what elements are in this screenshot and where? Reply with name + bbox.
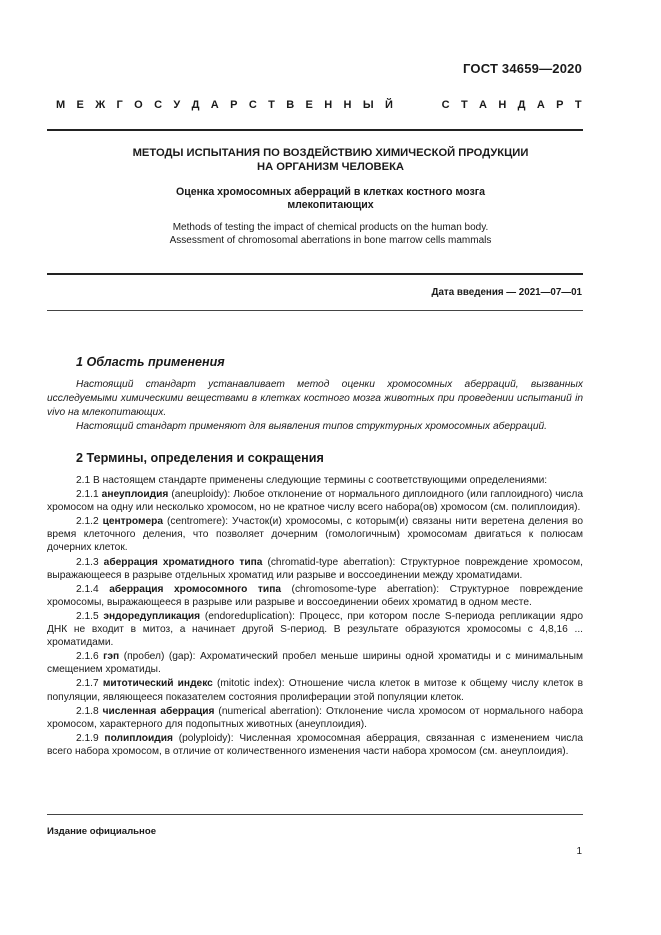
term-definition bbox=[47, 488, 583, 514]
term-definition bbox=[47, 610, 583, 649]
term-name: численная аберрация bbox=[102, 705, 215, 717]
term-definition bbox=[47, 677, 583, 703]
interstate-letter: Е bbox=[305, 99, 313, 111]
term-name: центромера bbox=[102, 516, 164, 528]
term-definition bbox=[47, 583, 583, 609]
term-definition bbox=[47, 732, 583, 758]
standard-letter: Т bbox=[460, 99, 468, 111]
term-name: гэп bbox=[103, 651, 120, 663]
standard-letter: Р bbox=[556, 99, 564, 111]
term-text: (centromere): Участок(и) хромосомы, с которым(и) связаны нити веретена деления во время клеточного деления, что позволяет дочерним (гомологичным) хромосомам двигаться к полюсам дочерних клеток. bbox=[47, 516, 583, 554]
scope-paragraph-2: Настоящий стандарт применяют для выявления типов структурных хромосомных аберраций. bbox=[76, 421, 547, 432]
interstate-standard-banner bbox=[56, 99, 582, 111]
term-name: аберрация хромосомного типа bbox=[109, 583, 282, 595]
standard-letter: Д bbox=[517, 99, 526, 111]
title-line: НА ОРГАНИЗМ ЧЕЛОВЕКА bbox=[256, 161, 405, 173]
terms-intro: 2.1 В настоящем стандарте применены следующие термины с соответствующими определениями: bbox=[76, 475, 548, 486]
term-text: (chromosome-type aberration): Структурное повреждение хромосомы, выражающееся в разрыве или разрыве и воссоединении обеих хроматид в одном месте. bbox=[47, 583, 584, 608]
interstate-letter: Н bbox=[343, 99, 352, 111]
term-number: 2.1.8 bbox=[76, 705, 103, 717]
term-definition bbox=[47, 650, 583, 676]
scope-paragraph-1: Настоящий стандарт устанавливает метод оценки хромосомных аберраций, вызванных исследуемыми химическими веществами в клетках костного мозга животных при проведении испытаний in vivo на млекопитающих. bbox=[47, 379, 583, 418]
interstate-letter: С bbox=[154, 99, 163, 111]
standard-letter: Т bbox=[574, 99, 582, 111]
interstate-letter: Т bbox=[268, 99, 275, 111]
term-name: митотический индекс bbox=[102, 678, 213, 690]
english-title bbox=[80, 222, 581, 247]
standard-letter: А bbox=[536, 99, 545, 111]
term-name: эндоредупликация bbox=[103, 610, 201, 622]
standard-letter: Н bbox=[498, 99, 507, 111]
term-text: (chromatid-type aberration): Структурное повреждение хромосом, выражающееся в разрыве отдельных хроматид или разрыве и воссоединении между хроматидами. bbox=[47, 556, 583, 581]
term-text: (aneuploidy): Любое отклонение от нормального диплоидного (или гаплоидного) числа хромосом на одну или несколько хромосом, но не кратное числу всего набора(ов) хромосом (см. полиплоидия). bbox=[47, 489, 583, 514]
standard-letter: А bbox=[479, 99, 487, 111]
english-title-line: Assessment of chromosomal aberrations in bone marrow cells mammals bbox=[169, 234, 492, 246]
section-2-heading: 2 Термины, определения и сокращения bbox=[76, 451, 324, 465]
interstate-letter: Д bbox=[191, 99, 200, 111]
terms-list bbox=[47, 474, 583, 759]
interstate-letter: Н bbox=[324, 99, 333, 111]
title-line: МЕТОДЫ ИСПЫТАНИЯ ПО ВОЗДЕЙСТВИЮ ХИМИЧЕСКОЙ ПРОДУКЦИИ bbox=[132, 147, 529, 159]
page-number: 1 bbox=[576, 846, 582, 857]
interstate-letter: Ж bbox=[95, 99, 106, 111]
term-name: полиплоидия bbox=[104, 732, 173, 744]
date-rule bbox=[47, 310, 583, 311]
term-definition bbox=[47, 556, 583, 582]
interstate-letter: В bbox=[286, 99, 295, 111]
title-rule bbox=[47, 273, 583, 275]
term-number: 2.1.4 bbox=[76, 583, 110, 595]
term-name: анеуплоидия bbox=[101, 489, 169, 501]
official-edition-label: Издание официальное bbox=[47, 826, 157, 837]
term-number: 2.1.2 bbox=[76, 516, 103, 528]
interstate-letter: М bbox=[56, 99, 66, 111]
term-text: (mitotic index): Отношение числа клеток в митозе к общему числу клеток в популяции, являющееся показателем состояния пролиферации этой популяции клеток. bbox=[47, 678, 584, 703]
interstate-letter: С bbox=[248, 99, 257, 111]
interstate-letter: Й bbox=[385, 99, 393, 111]
term-number: 2.1.5 bbox=[76, 610, 104, 622]
footer-rule bbox=[47, 814, 583, 815]
document-subtitle bbox=[80, 186, 581, 212]
document-title bbox=[80, 146, 581, 174]
interstate-letter: Ы bbox=[362, 99, 374, 111]
term-text: (polyploidy): Численная хромосомная аберрация, связанная с изменением числа всего набора хромосом, в отличие от количественного изменения части набора хромосом (см. анеуплоидия). bbox=[47, 732, 583, 757]
standard-code: ГОСТ 34659—2020 bbox=[463, 61, 582, 76]
interstate-letter: Е bbox=[76, 99, 84, 111]
subtitle-line: млекопитающих bbox=[287, 199, 374, 211]
interstate-letter: А bbox=[210, 99, 219, 111]
term-definition bbox=[47, 705, 583, 731]
standard-letter: С bbox=[441, 99, 450, 111]
term-number: 2.1.6 bbox=[76, 651, 104, 663]
term-number: 2.1.3 bbox=[76, 556, 104, 568]
section-1-heading: 1 Область применения bbox=[76, 355, 225, 369]
term-number: 2.1.7 bbox=[76, 678, 103, 690]
subtitle-line: Оценка хромосомных аберраций в клетках костного мозга bbox=[175, 186, 486, 198]
term-text: (numerical aberration): Отклонение числа хромосом от нормального набора хромосом, характерного для подопытных животных (анеуплоидия). bbox=[47, 705, 583, 730]
interstate-letter: Р bbox=[230, 99, 238, 111]
banner-gap bbox=[404, 99, 430, 111]
term-text: (endoreduplication): Процесс, при котором после S-периода репликации ядро ДНК не входит в митоз, а начинает другой S-период. В результате образуются хромосомы с 4,8,16 ... хроматидами. bbox=[47, 610, 583, 649]
term-definition bbox=[47, 515, 583, 554]
terms-container bbox=[47, 488, 583, 758]
header-rule bbox=[47, 129, 583, 131]
interstate-letter: У bbox=[173, 99, 181, 111]
term-number: 2.1.1 bbox=[76, 489, 102, 501]
term-name: аберрация хроматидного типа bbox=[103, 556, 263, 568]
interstate-letter: О bbox=[134, 99, 143, 111]
introduction-date: Дата введения — 2021—07—01 bbox=[431, 287, 582, 298]
english-title-line: Methods of testing the impact of chemical products on the human body. bbox=[172, 222, 489, 233]
term-text: (пробел) (gap): Ахроматический пробел меньше ширины одной хроматиды и с минимальным смещением хроматиды. bbox=[47, 651, 583, 676]
interstate-letter: Г bbox=[116, 99, 123, 111]
term-number: 2.1.9 bbox=[76, 732, 105, 744]
